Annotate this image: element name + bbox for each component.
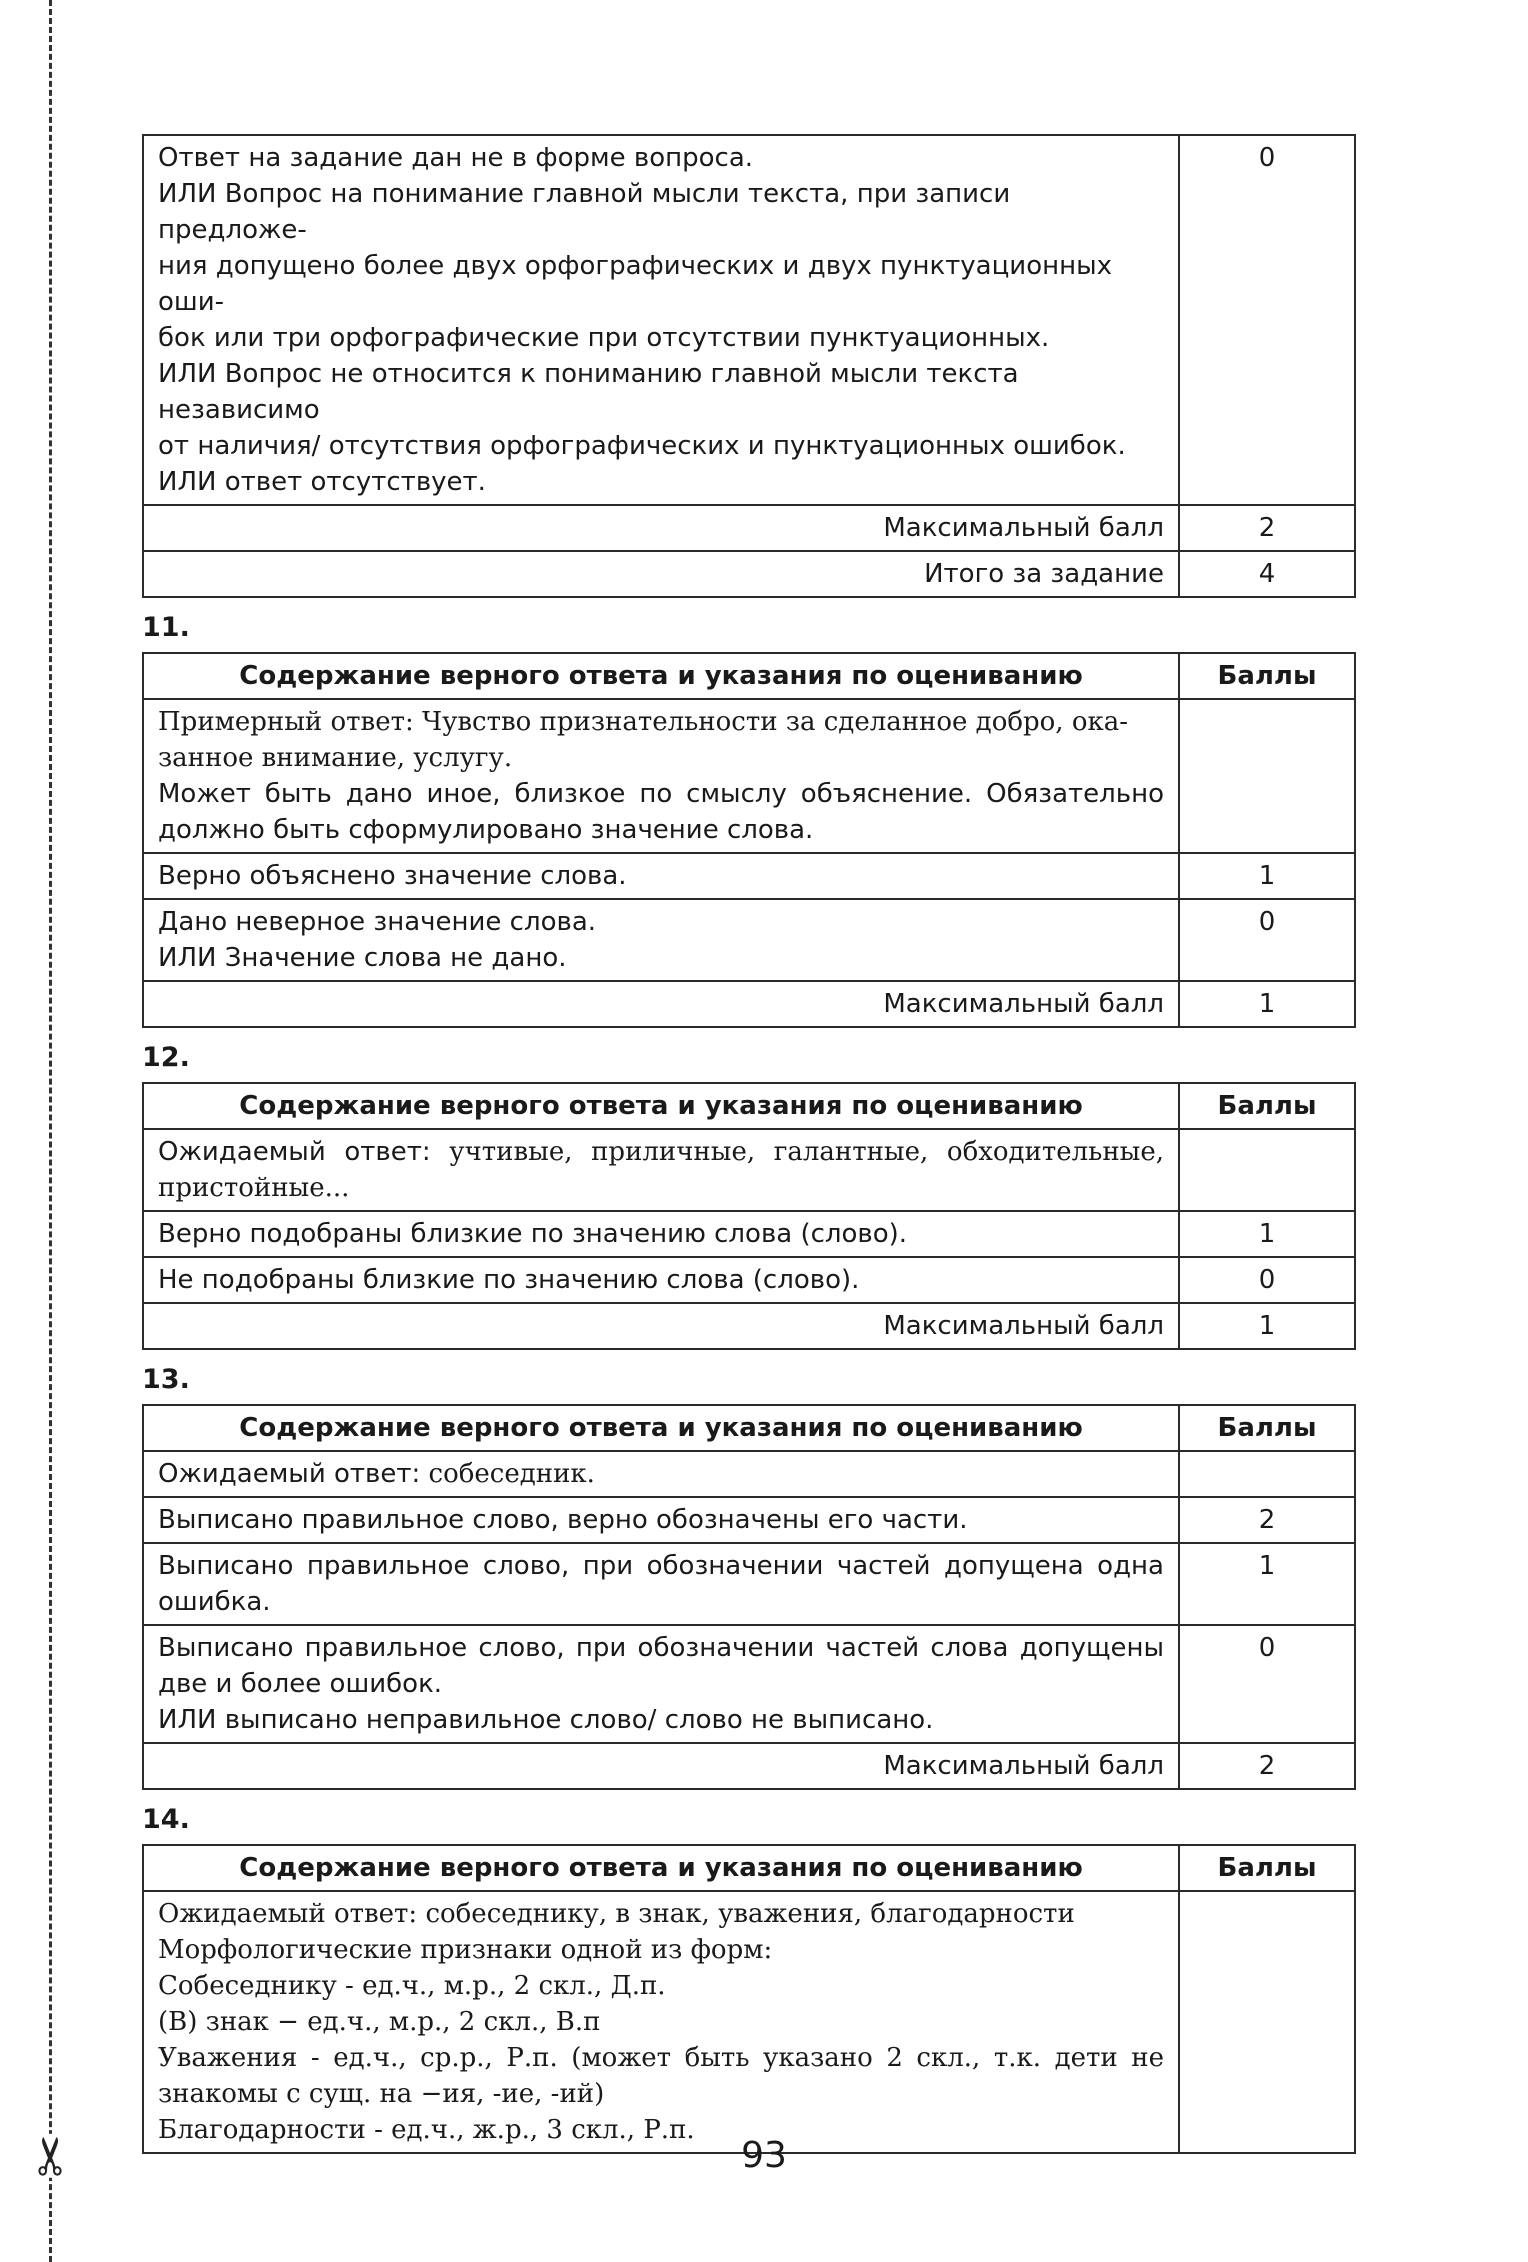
- table-row: [143, 1625, 1355, 1743]
- task14-table: [142, 1844, 1356, 2154]
- criteria-cell: Выписано правильное слово, при обозначении частей допущена одна ошибка.: [143, 1543, 1179, 1625]
- page-content: [142, 134, 1354, 2154]
- criteria-line: Выписано правильное слово, при обозначении частей слова допущены две и более ошибок.: [158, 1633, 1164, 1699]
- expected-label: Ожидаемый ответ:: [158, 1137, 450, 1167]
- table-row: [143, 1891, 1355, 2153]
- criteria-line: ИЛИ выписано неправильное слово/ слово не выписано.: [158, 1705, 934, 1735]
- expected-answer-cell: [143, 1891, 1179, 2153]
- max-label: Максимальный балл: [143, 981, 1179, 1027]
- header-points: Баллы: [1179, 653, 1355, 699]
- criteria-line: ИЛИ Вопрос не относится к пониманию главной мысли текста независимо: [158, 359, 1019, 425]
- header-points: Баллы: [1179, 1845, 1355, 1891]
- criteria-line: Дано неверное значение слова.: [158, 907, 597, 937]
- task-number: 11.: [142, 612, 190, 643]
- table-row: [143, 853, 1355, 899]
- table-header-row: [143, 1405, 1355, 1451]
- table-row: [143, 1451, 1355, 1497]
- table-row: [143, 1129, 1355, 1211]
- score-cell: 2: [1179, 1497, 1355, 1543]
- task12-table: [142, 1082, 1356, 1350]
- score-cell: 1: [1179, 853, 1355, 899]
- table-header-row: [143, 653, 1355, 699]
- task13-table: [142, 1404, 1356, 1790]
- table-row: [143, 1743, 1355, 1789]
- criteria-line: от наличия/ отсутствия орфографических и пунктуационных ошибок.: [158, 431, 1126, 461]
- max-score: 2: [1179, 505, 1355, 551]
- criteria-line: ИЛИ ответ отсутствует.: [158, 467, 486, 497]
- criteria-cell: Выписано правильное слово, верно обозначены его части.: [143, 1497, 1179, 1543]
- score-cell: 0: [1179, 135, 1355, 505]
- table-row: [143, 505, 1355, 551]
- expected-answer: собеседник.: [428, 1459, 595, 1489]
- criteria-line: Ответ на задание дан не в форме вопроса.: [158, 143, 754, 173]
- score-cell: 0: [1179, 1257, 1355, 1303]
- scissors-icon: ✂: [21, 2134, 82, 2178]
- answer-line: Уважения - ед.ч., ср.р., Р.п. (может быть указано 2 скл., т.к. дети не знакомы с сущ. на −ия, -ие, -ий): [158, 2043, 1164, 2109]
- header-points: Баллы: [1179, 1405, 1355, 1451]
- header-points: Баллы: [1179, 1083, 1355, 1129]
- score-cell: [1179, 1129, 1355, 1211]
- table-row: [143, 1497, 1355, 1543]
- criteria-line: ния допущено более двух орфографических и двух пунктуационных оши-: [158, 251, 1113, 317]
- answer-line: (В) знак − ед.ч., м.р., 2 скл., В.п: [158, 2007, 601, 2037]
- header-content: Содержание верного ответа и указания по оцениванию: [143, 653, 1179, 699]
- answer-line: Примерный ответ: Чувство признательности за сделанное добро, ока-: [158, 707, 1129, 737]
- header-content: Содержание верного ответа и указания по оцениванию: [143, 1083, 1179, 1129]
- table-row: [143, 899, 1355, 981]
- answer-line: Благодарности - ед.ч., ж.р., 3 скл., Р.п.: [158, 2115, 695, 2145]
- task-number: 13.: [142, 1364, 190, 1395]
- score-cell: 1: [1179, 1543, 1355, 1625]
- criteria-cell: [143, 899, 1179, 981]
- task11-table: [142, 652, 1356, 1028]
- criteria-cell: Не подобраны близкие по значению слова (слово).: [143, 1257, 1179, 1303]
- table-row: [143, 1303, 1355, 1349]
- table-row: [143, 1257, 1355, 1303]
- criteria-line: ИЛИ Значение слова не дано.: [158, 943, 567, 973]
- score-cell: 0: [1179, 1625, 1355, 1743]
- table-row: [143, 699, 1355, 853]
- table-row: [143, 1211, 1355, 1257]
- task-number: 12.: [142, 1042, 190, 1073]
- answer-note: Может быть дано иное, близкое по смыслу объяснение. Обязательно должно быть сформулировано значение слова.: [158, 779, 1164, 845]
- total-label: Итого за задание: [143, 551, 1179, 597]
- score-cell: [1179, 699, 1355, 853]
- table-header-row: [143, 1083, 1355, 1129]
- criteria-cell: Верно объяснено значение слова.: [143, 853, 1179, 899]
- expected-label: Ожидаемый ответ:: [158, 1459, 429, 1489]
- criteria-cell: [143, 135, 1179, 505]
- answer-cell: [143, 699, 1179, 853]
- max-score: 2: [1179, 1743, 1355, 1789]
- score-cell: 0: [1179, 899, 1355, 981]
- score-cell: 1: [1179, 1211, 1355, 1257]
- cut-line: [49, 0, 52, 2262]
- max-label: Максимальный балл: [143, 1303, 1179, 1349]
- answer-line: занное внимание, услугу.: [158, 743, 513, 773]
- criteria-line: бок или три орфографические при отсутствии пунктуационных.: [158, 323, 1050, 353]
- criteria-cell: Верно подобраны близкие по значению слова (слово).: [143, 1211, 1179, 1257]
- table-row: [143, 551, 1355, 597]
- page-number: 93: [741, 2135, 787, 2176]
- table-row: [143, 981, 1355, 1027]
- max-score: 1: [1179, 981, 1355, 1027]
- expected-answer-cell: [143, 1451, 1179, 1497]
- expected-answer-cell: [143, 1129, 1179, 1211]
- header-content: Содержание верного ответа и указания по оцениванию: [143, 1405, 1179, 1451]
- answer-line: Собеседнику - ед.ч., м.р., 2 скл., Д.п.: [158, 1971, 666, 2001]
- criteria-line: ИЛИ Вопрос на понимание главной мысли текста, при записи предложе-: [158, 179, 1011, 245]
- max-label: Максимальный балл: [143, 505, 1179, 551]
- score-cell: [1179, 1891, 1355, 2153]
- score-cell: [1179, 1451, 1355, 1497]
- answer-line: Ожидаемый ответ: собеседнику, в знак, уважения, благодарности: [158, 1899, 1075, 1929]
- task-number: 14.: [142, 1804, 190, 1835]
- max-score: 1: [1179, 1303, 1355, 1349]
- expected-answer: учтивые, приличные, галантные, обходительные, пристойные...: [158, 1137, 1164, 1203]
- table-header-row: [143, 1845, 1355, 1891]
- task10-table: [142, 134, 1356, 598]
- answer-line: Морфологические признаки одной из форм:: [158, 1935, 773, 1965]
- max-label: Максимальный балл: [143, 1743, 1179, 1789]
- table-row: [143, 135, 1355, 505]
- total-score: 4: [1179, 551, 1355, 597]
- table-row: [143, 1543, 1355, 1625]
- criteria-cell: [143, 1625, 1179, 1743]
- header-content: Содержание верного ответа и указания по оцениванию: [143, 1845, 1179, 1891]
